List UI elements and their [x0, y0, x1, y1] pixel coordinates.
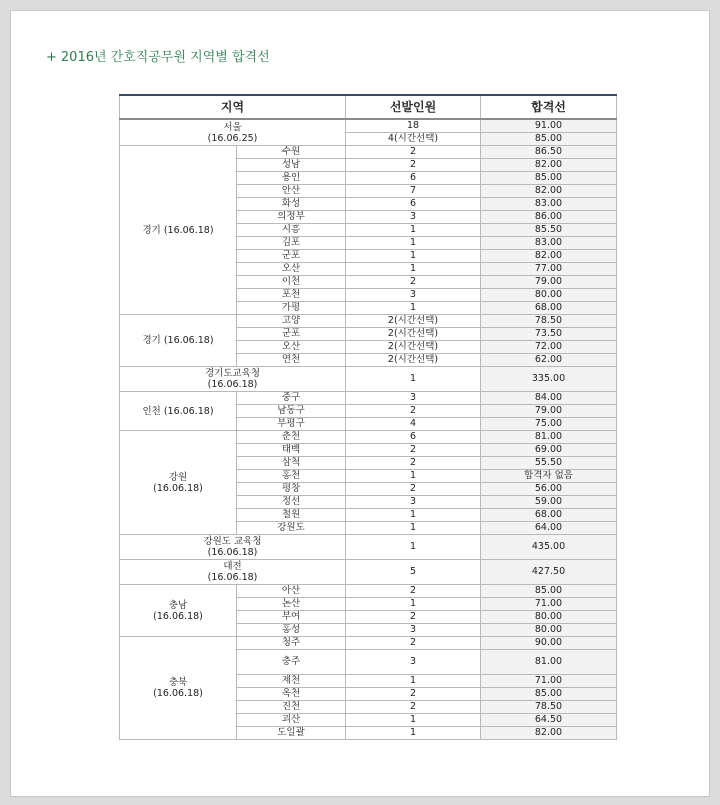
count-cell: 6: [346, 172, 481, 185]
page-title: [46, 46, 270, 65]
count-cell: 2(시간선택): [346, 328, 481, 341]
pass-cell: 71.00: [481, 598, 617, 611]
pass-cell: 82.00: [481, 185, 617, 198]
count-cell: 5: [346, 560, 481, 585]
pass-cell: 78.50: [481, 315, 617, 328]
count-cell: 1: [346, 509, 481, 522]
table-row: [120, 585, 617, 598]
subregion-cell: 오산: [237, 263, 346, 276]
subregion-cell: 고양: [237, 315, 346, 328]
subregion-cell: 충주: [237, 650, 346, 675]
pass-cell: 335.00: [481, 367, 617, 392]
region-cell: 서울 (16.06.25): [120, 119, 346, 146]
subregion-cell: 청주: [237, 637, 346, 650]
subregion-cell: 정선: [237, 496, 346, 509]
header-region: 지역: [120, 95, 346, 119]
subregion-cell: 중구: [237, 392, 346, 405]
count-cell: 1: [346, 367, 481, 392]
pass-cell: 86.50: [481, 146, 617, 159]
pass-cell: 78.50: [481, 701, 617, 714]
count-cell: 2: [346, 276, 481, 289]
pass-cell: 90.00: [481, 637, 617, 650]
count-cell: 1: [346, 302, 481, 315]
table-row: [120, 637, 617, 650]
pass-cell: 85.00: [481, 133, 617, 146]
pass-cell: 75.00: [481, 418, 617, 431]
pass-cell: 81.00: [481, 650, 617, 675]
count-cell: 2(시간선택): [346, 341, 481, 354]
region-cell: 경기 (16.06.18): [120, 146, 237, 315]
pass-cell: 72.00: [481, 341, 617, 354]
pass-cell: 86.00: [481, 211, 617, 224]
table-row: [120, 367, 617, 392]
count-cell: 2: [346, 444, 481, 457]
count-cell: 7: [346, 185, 481, 198]
subregion-cell: 연천: [237, 354, 346, 367]
count-cell: 2(시간선택): [346, 315, 481, 328]
subregion-cell: 삼척: [237, 457, 346, 470]
count-cell: 6: [346, 198, 481, 211]
count-cell: 6: [346, 431, 481, 444]
subregion-cell: 철원: [237, 509, 346, 522]
pass-cell: 427.50: [481, 560, 617, 585]
subregion-cell: 오산: [237, 341, 346, 354]
title-text: 2016년 간호직공무원 지역별 합격선: [60, 50, 270, 65]
count-cell: 1: [346, 224, 481, 237]
pass-cell: 82.00: [481, 159, 617, 172]
count-cell: 1: [346, 470, 481, 483]
pass-cell: 79.00: [481, 276, 617, 289]
pass-cell: 55.50: [481, 457, 617, 470]
subregion-cell: 포천: [237, 289, 346, 302]
pass-cell: 79.00: [481, 405, 617, 418]
subregion-cell: 화성: [237, 198, 346, 211]
count-cell: 1: [346, 535, 481, 560]
subregion-cell: 용인: [237, 172, 346, 185]
region-cell: 충남 (16.06.18): [120, 585, 237, 637]
table-row: [120, 119, 617, 133]
count-cell: 1: [346, 237, 481, 250]
pass-cell: 81.00: [481, 431, 617, 444]
table-row: [120, 535, 617, 560]
subregion-cell: 춘천: [237, 431, 346, 444]
pass-cell: 73.50: [481, 328, 617, 341]
pass-cell: 64.50: [481, 714, 617, 727]
pass-cell: 71.00: [481, 675, 617, 688]
table-body: [120, 119, 617, 740]
count-cell: 2: [346, 611, 481, 624]
count-cell: 3: [346, 289, 481, 302]
subregion-cell: 제천: [237, 675, 346, 688]
subregion-cell: 강원도: [237, 522, 346, 535]
subregion-cell: 군포: [237, 328, 346, 341]
count-cell: 3: [346, 392, 481, 405]
pass-cell: 68.00: [481, 509, 617, 522]
subregion-cell: 태백: [237, 444, 346, 457]
count-cell: 2: [346, 585, 481, 598]
count-cell: 3: [346, 211, 481, 224]
subregion-cell: 가평: [237, 302, 346, 315]
document-page: [10, 10, 710, 797]
count-cell: 4(시간선택): [346, 133, 481, 146]
subregion-cell: 의정부: [237, 211, 346, 224]
pass-cell: 85.50: [481, 224, 617, 237]
subregion-cell: 논산: [237, 598, 346, 611]
region-cell: 경기 (16.06.18): [120, 315, 237, 367]
pass-cell: 64.00: [481, 522, 617, 535]
subregion-cell: 홍천: [237, 470, 346, 483]
subregion-cell: 김포: [237, 237, 346, 250]
subregion-cell: 부여: [237, 611, 346, 624]
pass-cell: 69.00: [481, 444, 617, 457]
subregion-cell: 성남: [237, 159, 346, 172]
pass-cell: 85.00: [481, 172, 617, 185]
subregion-cell: 평창: [237, 483, 346, 496]
region-cell: 인천 (16.06.18): [120, 392, 237, 431]
pass-cell: 80.00: [481, 624, 617, 637]
pass-cell: 85.00: [481, 585, 617, 598]
pass-cell: 82.00: [481, 250, 617, 263]
table-row: [120, 315, 617, 328]
count-cell: 1: [346, 598, 481, 611]
count-cell: 1: [346, 727, 481, 740]
results-table: [119, 94, 617, 740]
pass-cell: 84.00: [481, 392, 617, 405]
plus-icon: +: [46, 50, 57, 65]
pass-cell: 83.00: [481, 237, 617, 250]
subregion-cell: 수원: [237, 146, 346, 159]
subregion-cell: 안산: [237, 185, 346, 198]
pass-cell: 77.00: [481, 263, 617, 276]
pass-cell: 합격자 없음: [481, 470, 617, 483]
pass-cell: 56.00: [481, 483, 617, 496]
region-cell: 대전 (16.06.18): [120, 560, 346, 585]
header-count: 선발인원: [346, 95, 481, 119]
header-pass: 합격선: [481, 95, 617, 119]
count-cell: 3: [346, 624, 481, 637]
count-cell: 2: [346, 405, 481, 418]
region-cell: 충북 (16.06.18): [120, 637, 237, 740]
count-cell: 18: [346, 119, 481, 133]
count-cell: 3: [346, 650, 481, 675]
subregion-cell: 홍성: [237, 624, 346, 637]
table-row: [120, 146, 617, 159]
count-cell: 1: [346, 522, 481, 535]
table-row: [120, 392, 617, 405]
pass-cell: 62.00: [481, 354, 617, 367]
pass-cell: 82.00: [481, 727, 617, 740]
count-cell: 2: [346, 637, 481, 650]
count-cell: 4: [346, 418, 481, 431]
count-cell: 1: [346, 714, 481, 727]
count-cell: 3: [346, 496, 481, 509]
pass-cell: 80.00: [481, 611, 617, 624]
region-cell: 강원도 교육청 (16.06.18): [120, 535, 346, 560]
subregion-cell: 도일괄: [237, 727, 346, 740]
subregion-cell: 이천: [237, 276, 346, 289]
pass-cell: 91.00: [481, 119, 617, 133]
pass-cell: 435.00: [481, 535, 617, 560]
table-header-row: [120, 95, 617, 119]
region-cell: 경기도교육청 (16.06.18): [120, 367, 346, 392]
count-cell: 1: [346, 250, 481, 263]
pass-cell: 59.00: [481, 496, 617, 509]
region-cell: 강원 (16.06.18): [120, 431, 237, 535]
subregion-cell: 남동구: [237, 405, 346, 418]
count-cell: 2: [346, 701, 481, 714]
count-cell: 2: [346, 457, 481, 470]
subregion-cell: 옥천: [237, 688, 346, 701]
count-cell: 2: [346, 159, 481, 172]
count-cell: 2: [346, 688, 481, 701]
count-cell: 1: [346, 675, 481, 688]
subregion-cell: 시흥: [237, 224, 346, 237]
subregion-cell: 아산: [237, 585, 346, 598]
count-cell: 2: [346, 146, 481, 159]
table-row: [120, 560, 617, 585]
table-row: [120, 431, 617, 444]
pass-cell: 83.00: [481, 198, 617, 211]
pass-cell: 85.00: [481, 688, 617, 701]
subregion-cell: 괴산: [237, 714, 346, 727]
subregion-cell: 부평구: [237, 418, 346, 431]
subregion-cell: 군포: [237, 250, 346, 263]
count-cell: 1: [346, 263, 481, 276]
pass-cell: 68.00: [481, 302, 617, 315]
subregion-cell: 진천: [237, 701, 346, 714]
count-cell: 2: [346, 483, 481, 496]
count-cell: 2(시간선택): [346, 354, 481, 367]
pass-cell: 80.00: [481, 289, 617, 302]
